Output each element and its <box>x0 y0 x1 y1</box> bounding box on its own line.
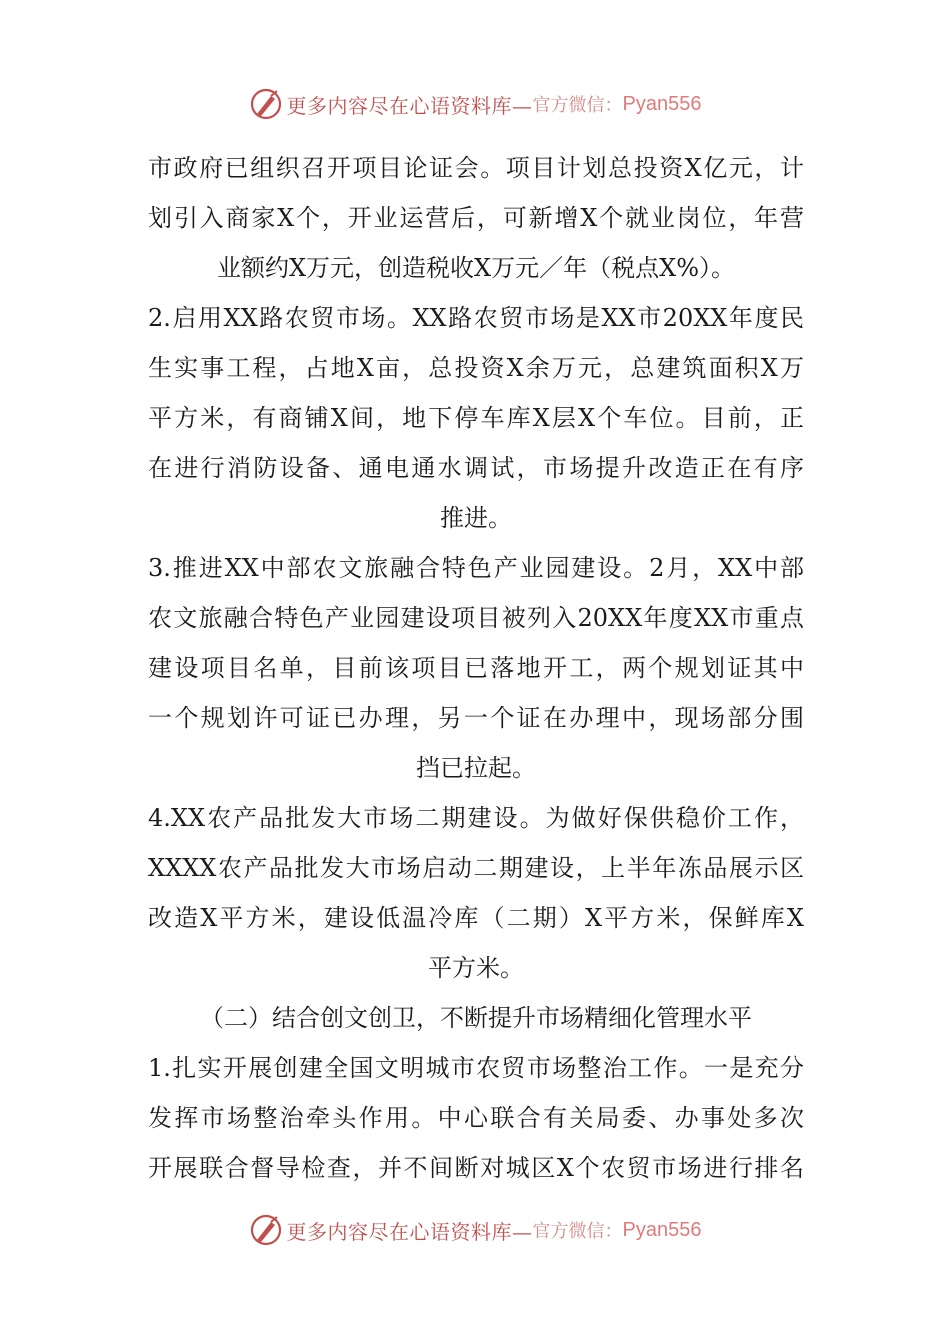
watermark-wechat-label: 官方微信： <box>532 95 623 116</box>
text-line: 一个规划许可证已办理，另一个证在办理中，现场部分围 <box>148 704 804 732</box>
section-heading: （二）结合创文创卫，不断提升市场精细化管理水平 <box>200 1004 752 1032</box>
text-line: 开展联合督导检查，并不间断对城区X个农贸市场进行排名 <box>148 1154 804 1182</box>
watermark-banner-top <box>0 82 950 126</box>
text-line: 市政府已组织召开项目论证会。项目计划总投资X亿元，计 <box>148 154 804 182</box>
watermark-wechat-label: 官方微信： <box>532 1221 623 1242</box>
text-line: 农文旅融合特色产业园建设项目被列入20XX年度XX市重点 <box>148 604 804 632</box>
text-line: 改造X平方米，建设低温冷库（二期）X平方米，保鲜库X <box>148 904 804 932</box>
text-line: 平方米，有商铺X间，地下停车库X层X个车位。目前，正 <box>148 404 804 432</box>
watermark-banner-bottom <box>0 1208 950 1252</box>
text-line: 业额约X万元，创造税收X万元／年（税点X%）。 <box>216 254 736 282</box>
text-line: 挡已拉起。 <box>416 754 536 782</box>
watermark-text: 更多内容尽在心语资料库— <box>286 93 533 118</box>
text-line: 4.XX农产品批发大市场二期建设。为做好保供稳价工作， <box>148 804 804 832</box>
text-line: 推进。 <box>440 504 512 532</box>
text-line: 平方米。 <box>428 954 524 982</box>
watermark-wechat-id: Pyan556 <box>622 1218 702 1241</box>
text-line: 3.推进XX中部农文旅融合特色产业园建设。2月，XX中部 <box>148 554 804 582</box>
text-line: 建设项目名单，目前该项目已落地开工，两个规划证其中 <box>148 654 804 682</box>
text-line: 在进行消防设备、通电通水调试，市场提升改造正在有序 <box>148 454 804 482</box>
text-line: XXXX农产品批发大市场启动二期建设，上半年冻品展示区 <box>148 854 804 882</box>
text-line: 划引入商家X个，开业运营后，可新增X个就业岗位，年营 <box>148 204 804 232</box>
text-line: 1.扎实开展创建全国文明城市农贸市场整治工作。一是充分 <box>148 1054 804 1082</box>
watermark-wechat-id: Pyan556 <box>622 92 702 115</box>
quill-logo-icon <box>249 1213 283 1247</box>
quill-logo-icon <box>249 87 283 121</box>
text-line: 2.启用XX路农贸市场。XX路农贸市场是XX市20XX年度民 <box>148 304 804 332</box>
text-line: 生实事工程，占地X亩，总投资X余万元，总建筑面积X万 <box>148 354 804 382</box>
watermark-text: 更多内容尽在心语资料库— <box>286 1219 533 1244</box>
text-line: 发挥市场整治牵头作用。中心联合有关局委、办事处多次 <box>148 1104 804 1132</box>
